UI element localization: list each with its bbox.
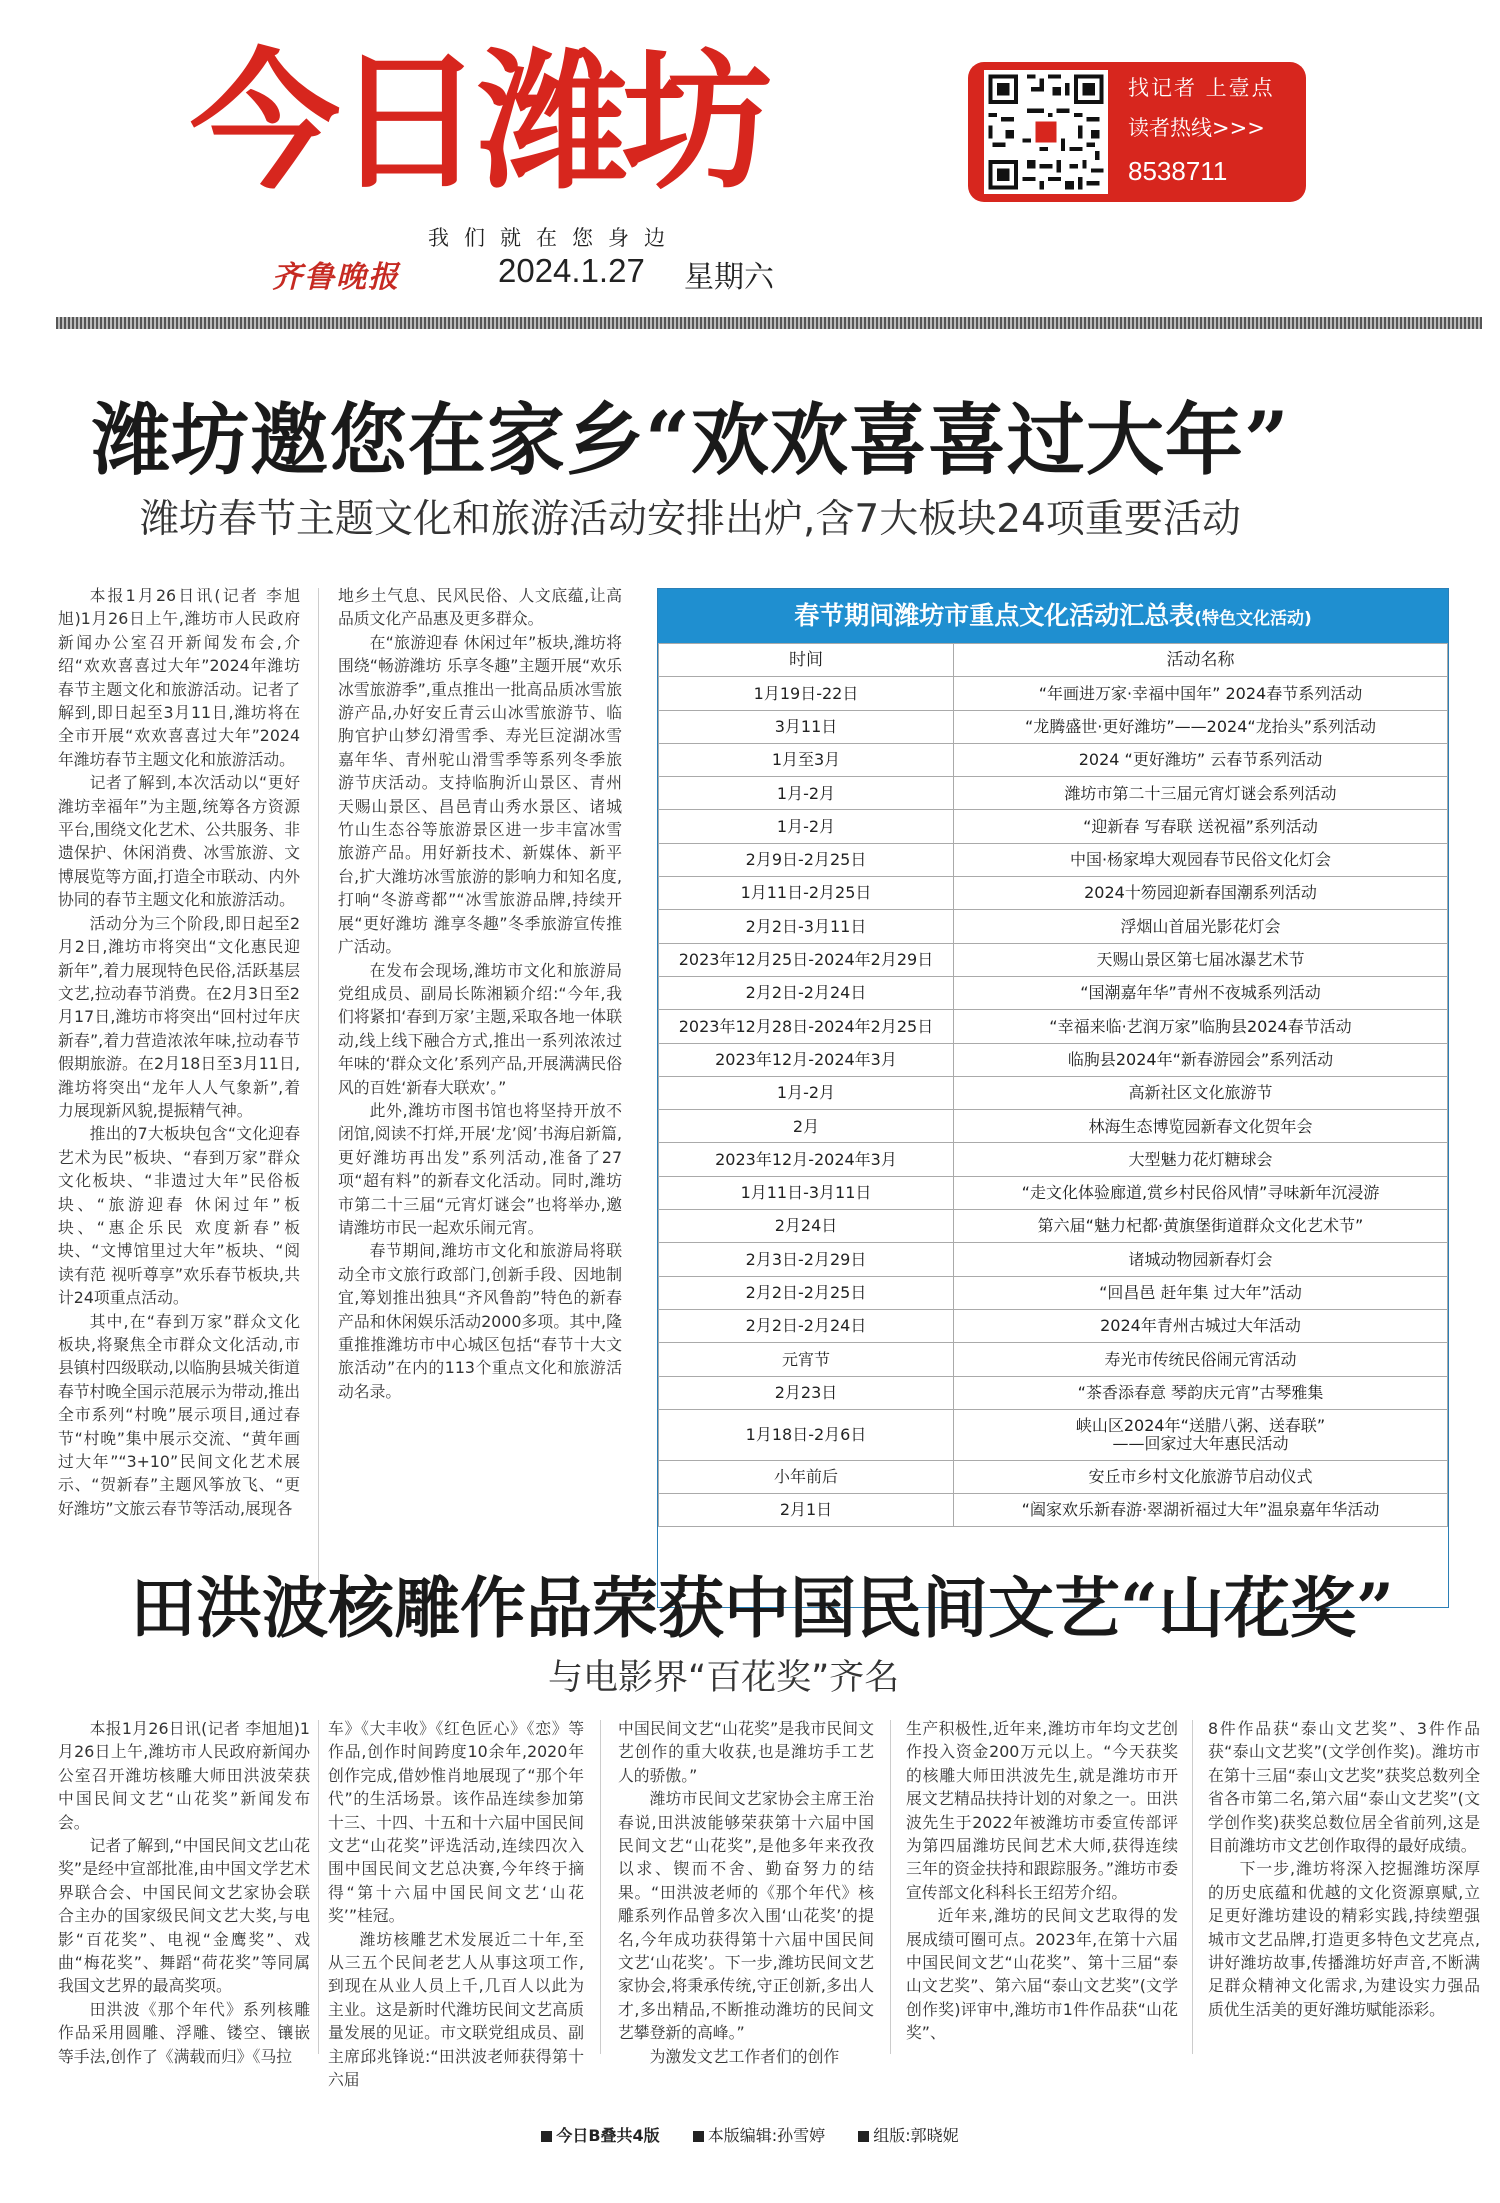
square-bullet-icon (693, 2131, 704, 2142)
activity-time: 2023年12月28日-2024年2月25日 (659, 1010, 954, 1043)
article1-column-2 (338, 584, 622, 1600)
article1-paragraph: 推出的7大板块包含“文化迎春艺术为民”板块、“春到万家”群众文化板块、“非遗过大年”民俗板块、“旅游迎春 休闲过年”板块、“惠企乐民 欢度新春”板块、“文博馆里过大年”板块、“阅读有范 视听尊享”欢乐春节板块,共计24项重点活动。 (58, 1124, 300, 1308)
table-row (659, 1010, 1448, 1043)
find-reporter-label: 找记者 上壹点 (1128, 76, 1275, 100)
page-footer (0, 2114, 1500, 2158)
activity-name: 2024十笏园迎新春国潮系列活动 (954, 877, 1448, 910)
activity-name: “走文化体验廊道,赏乡村民俗风情”寻味新年沉浸游 (954, 1176, 1448, 1209)
activity-time: 2月23日 (659, 1376, 954, 1409)
table-row (659, 710, 1448, 743)
headline-shanhua-award: 田洪波核雕作品荣获中国民间文艺“山花奖” (130, 1569, 1394, 1647)
article1-paragraph: 其中,在“春到万家”群众文化板块,将聚焦全市群众文化活动,市县镇村四级联动,以临朐县城关街道春节村晚全国示范展示为带动,推出全市系列“村晚”展示项目,通过春节“村晚”集中展示交流、“黄年画 过大年”“3+10”民间文化艺术展示、“贺新春”主题风筝放飞、“更好潍坊”文旅云春节等活动,展现各 (58, 1311, 300, 1518)
masthead-slogan: 我们就在您身边 (428, 226, 680, 250)
activity-name: 2024 “更好潍坊” 云春节系列活动 (954, 743, 1448, 776)
article2-column-4 (906, 1717, 1178, 2055)
activity-name: 高新社区文化旅游节 (954, 1076, 1448, 1109)
table-row (659, 1210, 1448, 1243)
table-row (659, 1076, 1448, 1109)
activity-name (954, 1409, 1448, 1460)
activity-time: 1月11日-2月25日 (659, 877, 954, 910)
column-divider (890, 1720, 891, 2054)
activity-name: 大型魅力花灯糖球会 (954, 1143, 1448, 1176)
activity-name: 第六届“魅力杞都·黄旗堡街道群众文化艺术节” (954, 1210, 1448, 1243)
activity-name: 寿光市传统民俗闹元宵活动 (954, 1343, 1448, 1376)
activities-table-grid (658, 643, 1448, 1527)
activity-name: “国潮嘉年华”青州不夜城系列活动 (954, 976, 1448, 1009)
activity-name: 浮烟山首届光影花灯会 (954, 910, 1448, 943)
activity-name: “年画进万家·幸福中国年” 2024春节系列活动 (954, 677, 1448, 710)
article1-paragraph: 此外,潍坊市图书馆也将坚持开放不闭馆,阅读不打烊,开展‘龙’阅’书海启新篇,更好潍坊再出发”系列活动,准备了27项“超有料”的新春文化活动。同时,潍坊市第二十三届“元宵灯谜会”也将举办,邀请潍坊市民一起欢乐闹元宵。 (338, 1100, 622, 1237)
article2-paragraph: 下一步,潍坊将深入挖掘潍坊深厚的历史底蕴和优越的文化资源禀赋,立足更好潍坊建设的精彩实践,持续塑强城市文艺品牌,打造更多特色文艺亮点,讲好潍坊故事,传播潍坊好声音,不断满足群众精神文化需求,为建设实力强品质优生活美的更好潍坊赋能添彩。 (1208, 1859, 1480, 2019)
activity-time: 2月 (659, 1110, 954, 1143)
table-row (659, 743, 1448, 776)
article2-column-1 (58, 1717, 310, 2066)
square-bullet-icon (541, 2131, 552, 2142)
table-title-suffix: (特色文化活动) (1194, 609, 1312, 629)
article2-paragraph: 为激发文艺工作者们的创作 (649, 2046, 840, 2066)
activity-name: 诸城动物园新春灯会 (954, 1243, 1448, 1276)
header-activity-name: 活动名称 (954, 644, 1448, 677)
table-row (659, 1376, 1448, 1409)
article2-paragraph: 田洪波《那个年代》系列核雕作品采用圆雕、浮雕、镂空、镶嵌等手法,创作了《满载而归》《马拉 (58, 1999, 310, 2066)
table-row (659, 1243, 1448, 1276)
article2-paragraph: 中国民间文艺“山花奖”是我市民间文艺创作的重大收获,也是潍坊手工艺人的骄傲。” (618, 1719, 874, 1785)
activities-table (657, 588, 1449, 1608)
activity-time: 2023年12月-2024年3月 (659, 1043, 954, 1076)
activity-time: 2月2日-2月24日 (659, 1309, 954, 1342)
table-row (659, 810, 1448, 843)
activity-time: 2月1日 (659, 1494, 954, 1527)
activity-time: 2023年12月25日-2024年2月29日 (659, 943, 954, 976)
activity-time: 2月9日-2月25日 (659, 843, 954, 876)
reader-hotline-label: 读者热线>>> (1128, 116, 1265, 140)
footer-designer: 组版:郭晓妮 (858, 2126, 958, 2145)
activity-name: 潍坊市第二十三届元宵灯谜会系列活动 (954, 777, 1448, 810)
qr-code-icon[interactable] (984, 70, 1108, 194)
article1-paragraph: 活动分为三个阶段,即日起至2月2日,潍坊市将突出“文化惠民迎新年”,着力展现特色民俗,活跃基层文艺,拉动春节消费。在2月3日至2月17日,潍坊市将突出“回村过年庆新春”,着力营造浓浓年味,拉动春节假期旅游。在2月18日至3月11日,潍坊将突出“龙年人人气象新”,着力展现新风貌,提振精气神。 (58, 913, 300, 1120)
activity-name: “阖家欢乐新春游·翠湖祈福过大年”温泉嘉年华活动 (954, 1494, 1448, 1527)
article2-column-2 (328, 1717, 584, 2090)
article2-paragraph: 车》《大丰收》《红色匠心》《恋》等作品,创作时间跨度10余年,2020年创作完成,借妙惟肖地展现了“那个年代”的生活场景。该作品连续参加第十三、十四、十五和十六届中国民间文艺“山花奖”评选活动,连续四次入围中国民间文艺总决赛,今年终于摘得“第十六届中国民间文艺‘山花奖’”桂冠。 (328, 1719, 584, 1926)
activity-name: 中国·杨家埠大观园春节民俗文化灯会 (954, 843, 1448, 876)
activity-time: 1月-2月 (659, 777, 954, 810)
table-row (659, 877, 1448, 910)
table-title-banner (658, 589, 1448, 643)
activity-time: 2023年12月-2024年3月 (659, 1143, 954, 1176)
article1-column-1 (58, 584, 300, 1600)
activity-time: 1月-2月 (659, 1076, 954, 1109)
table-row (659, 1176, 1448, 1209)
activity-time: 1月-2月 (659, 810, 954, 843)
column-divider (1192, 1720, 1193, 2054)
activity-time: 1月19日-22日 (659, 677, 954, 710)
table-title: 春节期间潍坊市重点文化活动汇总表 (794, 601, 1195, 630)
article2-paragraph: 生产积极性,近年来,潍坊市年均文艺创作投入资金200万元以上。“今天获奖的核雕大师田洪波先生,就是潍坊市开展文艺精品扶持计划的对象之一。田洪波先生于2022年被潍坊市委宣传部评为第四届潍坊民间艺术大师,获得连续三年的资金扶持和跟踪服务。”潍坊市委宣传部文化科科长王绍芳介绍。 (906, 1719, 1178, 1902)
hotline-number[interactable]: 8538711 (1128, 156, 1228, 186)
column-divider (600, 1720, 601, 2054)
article1-paragraph: 在发布会现场,潍坊市文化和旅游局党组成员、副局长陈湘颖介绍:“今年,我们将紧扣‘春到万家’主题,采取各地一体联动,线上线下融合方式,推出一系列浓浓过年味的‘群众文化’系列产品,开展满满民俗风的百姓‘新春大联欢’。” (338, 960, 622, 1097)
table-row (659, 677, 1448, 710)
table-row (659, 1460, 1448, 1493)
table-row (659, 1409, 1448, 1460)
column-divider (318, 1720, 319, 2054)
activity-name: 临朐县2024年“新春游园会”系列活动 (954, 1043, 1448, 1076)
article1-paragraph: 春节期间,潍坊市文化和旅游局将联动全市文旅行政部门,创新手段、因地制宜,筹划推出独具“齐风鲁韵”特色的新春产品和休闲娱乐活动2000多项。其中,隆重推推潍坊市中心城区包括“春节十大文旅活动”在内的113个重点文化和旅游活动名录。 (338, 1241, 622, 1401)
article1-paragraph: 地乡土气息、民风民俗、人文底蕴,让高品质文化产品惠及更多群众。 (338, 586, 622, 629)
paper-brand-logo: 齐鲁晚报 (272, 260, 400, 295)
table-row (659, 1494, 1448, 1527)
table-row (659, 843, 1448, 876)
activity-name: “迎新春 写春联 送祝福”系列活动 (954, 810, 1448, 843)
table-row (659, 777, 1448, 810)
activity-time: 2月2日-2月24日 (659, 976, 954, 1009)
article1-paragraph: 本报1月26日讯(记者 李旭旭)1月26日上午,潍坊市人民政府新闻办公室召开新闻发布会,介绍“欢欢喜喜过大年”2024年潍坊春节主题文化和旅游活动。记者了解到,即日起至3月11日,潍坊将在全市开展“欢欢喜喜过大年”2024年潍坊春节主题文化和旅游活动。 (58, 586, 300, 769)
square-bullet-icon (858, 2131, 869, 2142)
activity-time: 元宵节 (659, 1343, 954, 1376)
article2-paragraph: 潍坊核雕艺术发展近二十年,至从三五个民间老艺人从事这项工作,到现在从业人员上千,几百人以此为主业。这是新时代潍坊民间文艺高质量发展的见证。市文联党组成员、副主席邱兆锋说:“田洪波老师获得第十六届 (328, 1929, 584, 2090)
activity-name: “回昌邑 赶年集 过大年”活动 (954, 1276, 1448, 1309)
table-row (659, 1276, 1448, 1309)
article1-paragraph: 记者了解到,本次活动以“更好潍坊幸福年”为主题,统筹各方资源平台,围绕文化艺术、公共服务、非遗保护、休闲消费、冰雪旅游、文博展览等方面,打造全市联动、内外协同的春节主题文化和旅游活动。 (58, 773, 300, 910)
issue-date: 2024.1.27 (498, 252, 645, 289)
activity-name: 天赐山景区第七届冰瀑艺术节 (954, 943, 1448, 976)
table-row (659, 1143, 1448, 1176)
activity-time: 2月24日 (659, 1210, 954, 1243)
activity-name: 安丘市乡村文化旅游节启动仪式 (954, 1460, 1448, 1493)
masthead-title: 今日潍坊 (190, 36, 767, 210)
activity-name: 2024年青州古城过大年活动 (954, 1309, 1448, 1342)
subhead-shanhua-award: 与电影界“百花奖”齐名 (548, 1658, 900, 1698)
header-time: 时间 (659, 644, 954, 677)
activity-time: 1月至3月 (659, 743, 954, 776)
activity-time: 2月2日-3月11日 (659, 910, 954, 943)
table-row (659, 943, 1448, 976)
activity-time: 3月11日 (659, 710, 954, 743)
header-divider (56, 317, 1482, 329)
article2-paragraph: 近年来,潍坊的民间文艺取得的发展成绩可圈可点。2023年,在第十六届中国民间文艺“山花奖”、第十三届“泰山文艺奖”、第六届“泰山文艺奖”(文学创作奖)评审中,潍坊市1件作品获“山花奖”、 (906, 1906, 1178, 2043)
article2-paragraph: 潍坊市民间文艺家协会主席王治春说,田洪波能够荣获第十六届中国民间文艺“山花奖”,是他多年来孜孜以求、锲而不舍、勤奋努力的结果。“田洪波老师的《那个年代》核雕系列作品曾多次入围‘山花奖’的提名,今年成功获得第十六届中国民间文艺‘山花奖’。下一步,潍坊民间文艺家协会,将秉承传统,守正创新,多出人才,多出精品,不断推动潍坊的民间文艺攀登新的高峰。” (618, 1789, 874, 2043)
activity-time: 1月18日-2月6日 (659, 1409, 954, 1460)
table-row (659, 1343, 1448, 1376)
article2-paragraph: 8件作品获“泰山文艺奖”、3件作品获“泰山文艺奖”(文学创作奖)。潍坊市在第十三届“泰山文艺奖”获奖总数列全省各市第二名,第六届“泰山文艺奖”(文学创作奖)获奖总数位居全省前列,这是目前潍坊市文艺创作取得的最好成绩。 (1208, 1719, 1480, 1856)
column-divider (318, 588, 319, 1594)
table-row (659, 1043, 1448, 1076)
article1-paragraph: 在“旅游迎春 休闲过年”板块,潍坊将围绕“畅游潍坊 乐享冬趣”主题开展“欢乐冰雪旅游季”,重点推出一批高品质冰雪旅游产品,办好安丘青云山冰雪旅游节、临朐官护山梦幻滑雪季、寿光巨淀湖冰雪嘉年华、青州驼山滑雪季等系列冬季旅游节庆活动。支持临朐沂山景区、青州天赐山景区、昌邑青山秀水景区、诸城竹山生态谷等旅游景区进一步丰富冰雪旅游产品。用好新技术、新媒体、新平台,扩大潍坊冰雪旅游的影响力和知名度,打响“冬游鸢都”“冰雪旅游品牌,持续开展“更好潍坊 潍享冬趣”冬季旅游宣传推广活动。 (338, 632, 622, 957)
article2-column-3 (618, 1717, 874, 2066)
activity-time: 小年前后 (659, 1460, 954, 1493)
activity-name-line: 峡山区2024年“送腊八粥、送春联” (1075, 1416, 1326, 1436)
article2-paragraph: 记者了解到,“中国民间文艺山花奖”是经中宣部批准,由中国文学艺术界联合会、中国民间文艺家协会联合主办的国家级民间文艺大奖,与电影“百花奖”、电视“金鹰奖”、戏曲“梅花奖”、舞蹈“荷花奖”等同属我国文艺界的最高奖项。 (58, 1836, 310, 1996)
activity-name-line: ——回家过大年惠民活动 (1112, 1433, 1289, 1453)
activity-name: “幸福来临·艺润万家”临朐县2024春节活动 (954, 1010, 1448, 1043)
table-row (659, 976, 1448, 1009)
footer-editor: 本版编辑:孙雪婷 (693, 2126, 825, 2145)
activity-name: “龙腾盛世·更好潍坊”——2024“龙抬头”系列活动 (954, 710, 1448, 743)
activity-name: 林海生态博览园新春文化贺年会 (954, 1110, 1448, 1143)
activity-time: 1月11日-3月11日 (659, 1176, 954, 1209)
subhead-spring-festival: 潍坊春节主题文化和旅游活动安排出炉,含7大板块24项重要活动 (140, 497, 1241, 542)
activity-time: 2月2日-2月25日 (659, 1276, 954, 1309)
table-row (659, 1110, 1448, 1143)
article2-paragraph: 本报1月26日讯(记者 李旭旭)1月26日上午,潍坊市人民政府新闻办公室召开潍坊核雕大师田洪波荣获中国民间文艺“山花奖”新闻发布会。 (58, 1719, 310, 1832)
table-row (659, 910, 1448, 943)
footer-edition: 今日B叠共4版 (541, 2126, 659, 2145)
table-header-row (659, 644, 1448, 677)
activity-name: “茶香添春意 琴韵庆元宵”古琴雅集 (954, 1376, 1448, 1409)
activity-time: 2月3日-2月29日 (659, 1243, 954, 1276)
headline-spring-festival: 潍坊邀您在家乡“欢欢喜喜过大年” (92, 395, 1290, 486)
table-row (659, 1309, 1448, 1342)
issue-weekday: 星期六 (684, 260, 774, 295)
article2-column-5 (1208, 1717, 1480, 2055)
